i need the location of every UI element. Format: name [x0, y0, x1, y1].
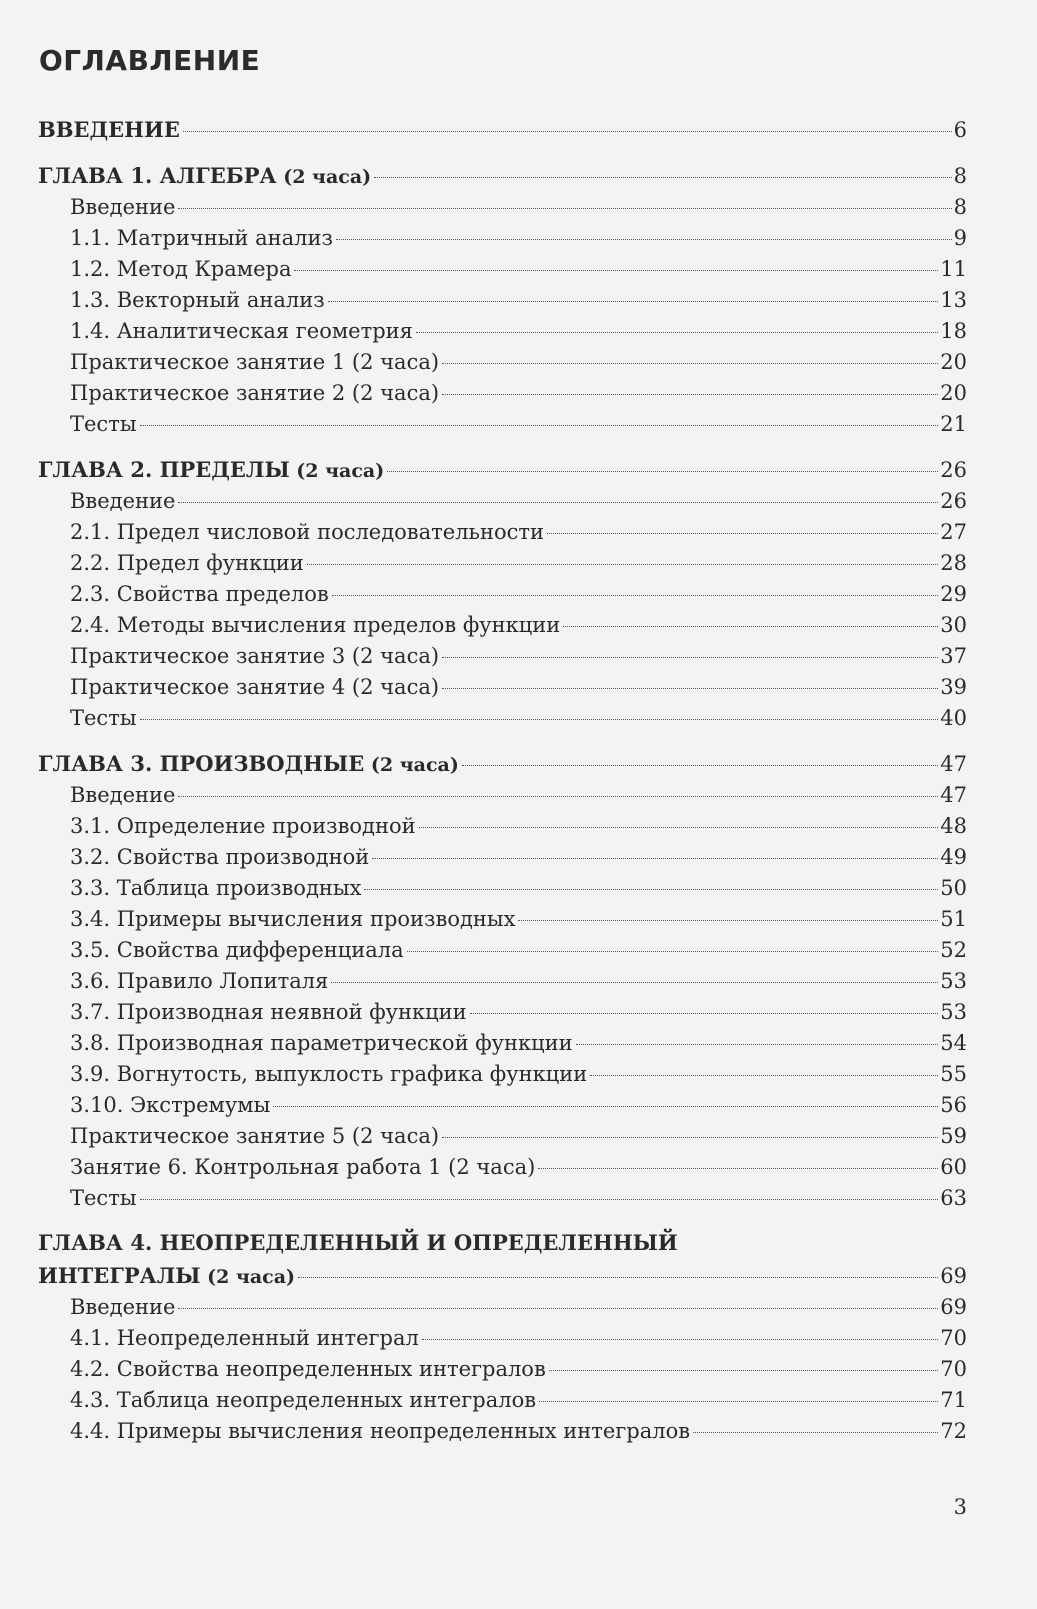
toc-entry-title-text: Практическое занятие 1 (2 часа)	[70, 350, 440, 374]
toc-page-number: 71	[940, 1388, 967, 1412]
toc-entry[interactable]	[70, 611, 967, 639]
toc-entry-title	[70, 580, 329, 608]
toc-entry-title-text: 3.9. Вогнутость, выпуклость графика функции	[70, 1062, 588, 1086]
toc-page-number: 26	[940, 458, 967, 482]
toc-entry[interactable]	[70, 874, 967, 902]
dot-leader	[178, 502, 938, 503]
toc-entry-title	[70, 1324, 419, 1352]
toc-entry-title-text: Введение	[70, 1295, 176, 1319]
dot-leader	[442, 688, 938, 689]
toc-page-number: 28	[940, 551, 967, 575]
toc-page-number: 56	[940, 1093, 967, 1117]
dot-leader	[422, 1339, 938, 1340]
toc-page-number: 11	[940, 257, 967, 281]
dot-leader	[178, 208, 951, 209]
toc-page-number: 21	[940, 412, 967, 436]
toc-entry-title-text: Введение	[70, 489, 176, 513]
toc-entry-title	[70, 1060, 587, 1088]
dot-leader	[442, 1137, 938, 1138]
toc-entry-title	[70, 936, 404, 964]
toc-entry-title-text: ГЛАВА 2. ПРЕДЕЛЫ	[38, 457, 290, 482]
toc-page-number: 54	[940, 1031, 967, 1055]
toc-entry-title-text: Введение	[70, 195, 176, 219]
dot-leader	[419, 827, 939, 828]
dot-leader	[462, 765, 938, 766]
toc-entry[interactable]	[70, 998, 967, 1026]
toc-entry-title	[70, 317, 413, 345]
toc-page-number: 59	[940, 1124, 967, 1148]
toc-page-number: 53	[940, 1000, 967, 1024]
toc-page-number: 47	[940, 752, 967, 776]
toc-entry[interactable]	[70, 1184, 967, 1212]
toc-entry[interactable]	[70, 317, 967, 345]
toc-page-number: 60	[940, 1155, 967, 1179]
toc-entry-title-text: 3.3. Таблица производных	[70, 876, 362, 900]
dot-leader	[140, 719, 939, 720]
toc-page-number: 6	[953, 118, 967, 142]
toc-entry[interactable]	[70, 1060, 967, 1088]
toc-entry[interactable]	[70, 1091, 967, 1119]
dot-leader	[178, 796, 938, 797]
toc-entry[interactable]	[70, 843, 967, 871]
toc-entry-title	[70, 1417, 690, 1445]
toc-entry-duration: (2 часа)	[276, 166, 372, 188]
toc-entry-title-text: ВВЕДЕНИЕ	[38, 117, 180, 142]
toc-entry-title	[70, 1184, 137, 1212]
toc-page-number: 20	[940, 350, 967, 374]
toc-entry-title	[70, 1355, 546, 1383]
dot-leader	[328, 301, 939, 302]
dot-leader	[539, 1401, 938, 1402]
toc-entry-title	[70, 812, 416, 840]
toc-entry-title	[70, 781, 175, 809]
toc-entry-title-text: Тесты	[70, 412, 137, 436]
toc-entry-title-text: 3.6. Правило Лопиталя	[70, 969, 329, 993]
toc-entry-title-text: 1.2. Метод Крамера	[70, 257, 292, 281]
toc-entry-title	[70, 967, 328, 995]
toc-entry-title	[70, 1091, 270, 1119]
toc-entry-title	[70, 673, 439, 701]
toc-page-number: 51	[940, 907, 967, 931]
toc-entry-title	[38, 116, 180, 144]
toc-entry-title	[70, 379, 439, 407]
toc-entry[interactable]	[70, 410, 967, 438]
toc-page-number: 53	[940, 969, 967, 993]
toc-entry-title-text: 1.4. Аналитическая геометрия	[70, 319, 413, 343]
toc-entry[interactable]	[70, 224, 967, 252]
toc-entry-title	[70, 1029, 573, 1057]
toc-entry-title-text: Практическое занятие 2 (2 часа)	[70, 381, 440, 405]
toc-entry-title	[38, 456, 384, 485]
toc-entry[interactable]	[70, 348, 967, 376]
toc-entry-title-text: 1.1. Матричный анализ	[70, 226, 333, 250]
toc-page-number: 63	[940, 1186, 967, 1210]
toc-page-number: 47	[940, 783, 967, 807]
toc-entry-title	[38, 750, 459, 779]
toc-page-number: 13	[940, 288, 967, 312]
toc-entry-title	[70, 1386, 536, 1414]
toc-entry[interactable]	[70, 812, 967, 840]
toc-chapter-entry[interactable]	[38, 162, 967, 190]
toc-entry-title	[70, 843, 369, 871]
toc-entry-title-text: 3.5. Свойства дифференциала	[70, 938, 404, 962]
toc-page-number: 9	[953, 226, 967, 250]
toc-entry-duration: (2 часа)	[200, 1266, 296, 1288]
toc-page-number: 8	[953, 195, 967, 219]
dot-leader	[307, 564, 939, 565]
toc-entry-title-text: 3.7. Производная неявной функции	[70, 1000, 467, 1024]
toc-entry[interactable]	[70, 193, 967, 221]
toc-entry-title-text: ГЛАВА 1. АЛГЕБРА	[38, 163, 277, 188]
toc-entry-title-text: 4.4. Примеры вычисления неопределенных интегралов	[70, 1419, 691, 1443]
toc-entry[interactable]	[70, 1386, 967, 1414]
dot-leader	[442, 363, 938, 364]
toc-page-number: 69	[940, 1295, 967, 1319]
toc-entry[interactable]	[70, 704, 967, 732]
toc-entry-title-text: 3.4. Примеры вычисления производных	[70, 907, 516, 931]
toc-entry-title-text: 2.2. Предел функции	[70, 551, 304, 575]
dot-leader	[549, 1370, 938, 1371]
toc-page-number: 20	[940, 381, 967, 405]
toc-entry-title	[70, 348, 439, 376]
toc-chapter-entry[interactable]	[38, 456, 967, 484]
toc-entry-title	[70, 1153, 535, 1181]
toc-page-number: 8	[953, 164, 967, 188]
toc-chapter-entry[interactable]	[38, 750, 967, 778]
dot-leader	[273, 1106, 938, 1107]
toc-entry-title	[38, 1262, 295, 1291]
toc-entry-title	[70, 286, 325, 314]
dot-leader	[331, 982, 938, 983]
toc-page-number: 40	[940, 706, 967, 730]
toc-page-number: 26	[940, 489, 967, 513]
toc-entry[interactable]	[70, 549, 967, 577]
dot-leader	[416, 332, 938, 333]
toc-page-number: 30	[940, 613, 967, 637]
toc-entry[interactable]	[70, 781, 967, 809]
toc-entry[interactable]	[70, 936, 967, 964]
toc-entry-title-text: Тесты	[70, 1186, 137, 1210]
toc-entry[interactable]	[70, 1153, 967, 1181]
toc-page-number: 55	[940, 1062, 967, 1086]
toc-entry-title-text: Практическое занятие 4 (2 часа)	[70, 675, 440, 699]
toc-entry-title	[70, 642, 439, 670]
toc-entry-title	[70, 874, 361, 902]
dot-leader	[442, 394, 938, 395]
toc-entry-title	[70, 193, 175, 221]
dot-leader	[178, 1308, 938, 1309]
toc-entry[interactable]	[70, 379, 967, 407]
toc-entry[interactable]	[70, 1417, 967, 1445]
toc-entry-title-text: Введение	[70, 783, 176, 807]
toc-entry-duration: (2 часа)	[364, 754, 459, 776]
toc-page-number: 52	[940, 938, 967, 962]
dot-leader	[336, 239, 952, 240]
dot-leader	[140, 1199, 939, 1200]
toc-page-number: 49	[940, 845, 967, 869]
toc-entry-title-text: 4.1. Неопределенный интеграл	[70, 1326, 419, 1350]
toc-entry[interactable]	[70, 1324, 967, 1352]
dot-leader	[518, 920, 938, 921]
toc-page-number: 69	[940, 1264, 967, 1288]
toc-entry-title	[70, 224, 333, 252]
page-number: 3	[953, 1495, 967, 1519]
toc-page-number: 29	[940, 582, 967, 606]
toc-entry-title-text: Занятие 6. Контрольная работа 1 (2 часа)	[70, 1155, 536, 1179]
toc-entry-title-text: Практическое занятие 5 (2 часа)	[70, 1124, 440, 1148]
dot-leader	[183, 131, 952, 132]
toc-entry-title	[70, 487, 175, 515]
dot-leader	[590, 1075, 938, 1076]
toc-entry-title	[70, 518, 544, 546]
toc-entry-title-text: 2.4. Методы вычисления пределов функции	[70, 613, 561, 637]
toc-entry[interactable]	[70, 286, 967, 314]
toc-entry-title-text: 1.3. Векторный анализ	[70, 288, 325, 312]
toc-page-number: 50	[940, 876, 967, 900]
toc-chapter-entry[interactable]	[38, 116, 967, 144]
toc-entry[interactable]	[70, 1029, 967, 1057]
toc-page-number: 72	[940, 1419, 967, 1443]
dot-leader	[140, 425, 939, 426]
toc-entry-title-text: ГЛАВА 3. ПРОИЗВОДНЫЕ	[38, 751, 365, 776]
toc-entry[interactable]	[70, 487, 967, 515]
toc-entry-title	[70, 611, 560, 639]
toc-entry[interactable]	[70, 580, 967, 608]
dot-leader	[563, 626, 938, 627]
toc-page-number: 18	[940, 319, 967, 343]
toc-entry[interactable]	[70, 905, 967, 933]
toc-entry-title-text: ИНТЕГРАЛЫ	[38, 1263, 201, 1288]
dot-leader	[693, 1432, 938, 1433]
toc-page-number: 70	[940, 1357, 967, 1381]
toc-entry[interactable]	[70, 1293, 967, 1321]
toc-entry-title	[70, 1293, 175, 1321]
toc-chapter-entry[interactable]	[38, 1262, 967, 1290]
toc-entry-title	[70, 998, 467, 1026]
toc-entry-title-text: 2.3. Свойства пределов	[70, 582, 329, 606]
toc-entry-title	[38, 162, 371, 191]
toc-entry[interactable]	[70, 1355, 967, 1383]
dot-leader	[442, 657, 938, 658]
dot-leader	[294, 270, 938, 271]
dot-leader	[547, 533, 938, 534]
toc-entry-title-text: Тесты	[70, 706, 137, 730]
dot-leader	[374, 177, 952, 178]
toc-entry-duration: (2 часа)	[289, 460, 385, 482]
toc-entry-title-text: 2.1. Предел числовой последовательности	[70, 520, 544, 544]
toc-entry[interactable]	[70, 518, 967, 546]
toc-entry-title	[70, 1122, 439, 1150]
dot-leader	[470, 1013, 939, 1014]
toc-entry-title-text: 4.2. Свойства неопределенных интегралов	[70, 1357, 546, 1381]
dot-leader	[576, 1044, 939, 1045]
dot-leader	[387, 471, 938, 472]
toc-page-number: 70	[940, 1326, 967, 1350]
toc-entry-title	[70, 905, 515, 933]
toc-page-number: 37	[940, 644, 967, 668]
toc-entry-title-text: 3.1. Определение производной	[70, 814, 416, 838]
toc-entry-title-text: 3.8. Производная параметрической функции	[70, 1031, 573, 1055]
toc-page-number: 39	[940, 675, 967, 699]
toc-entry-title	[70, 410, 137, 438]
toc-entry[interactable]	[70, 1122, 967, 1150]
toc-entry-title	[70, 704, 137, 732]
toc-page-number: 27	[940, 520, 967, 544]
toc-entry-title-text: Практическое занятие 3 (2 часа)	[70, 644, 440, 668]
toc-chapter-title-line: ГЛАВА 4. НЕОПРЕДЕЛЕННЫЙ И ОПРЕДЕЛЕННЫЙ	[38, 1230, 678, 1255]
dot-leader	[298, 1277, 938, 1278]
toc-entry-title	[70, 255, 291, 283]
dot-leader	[332, 595, 939, 596]
toc-entry[interactable]	[70, 642, 967, 670]
dot-leader	[364, 889, 938, 890]
dot-leader	[372, 858, 938, 859]
toc-entry-title-text: 3.10. Экстремумы	[70, 1093, 271, 1117]
toc-entry[interactable]	[70, 673, 967, 701]
dot-leader	[407, 951, 939, 952]
page-title: ОГЛАВЛЕНИЕ	[39, 44, 261, 77]
toc-page-number: 48	[940, 814, 967, 838]
toc-entry[interactable]	[70, 967, 967, 995]
dot-leader	[538, 1168, 938, 1169]
toc-entry-title-text: 3.2. Свойства производной	[70, 845, 370, 869]
toc-entry[interactable]	[70, 255, 967, 283]
toc-entry-title-text: 4.3. Таблица неопределенных интегралов	[70, 1388, 537, 1412]
toc-entry-title	[70, 549, 304, 577]
